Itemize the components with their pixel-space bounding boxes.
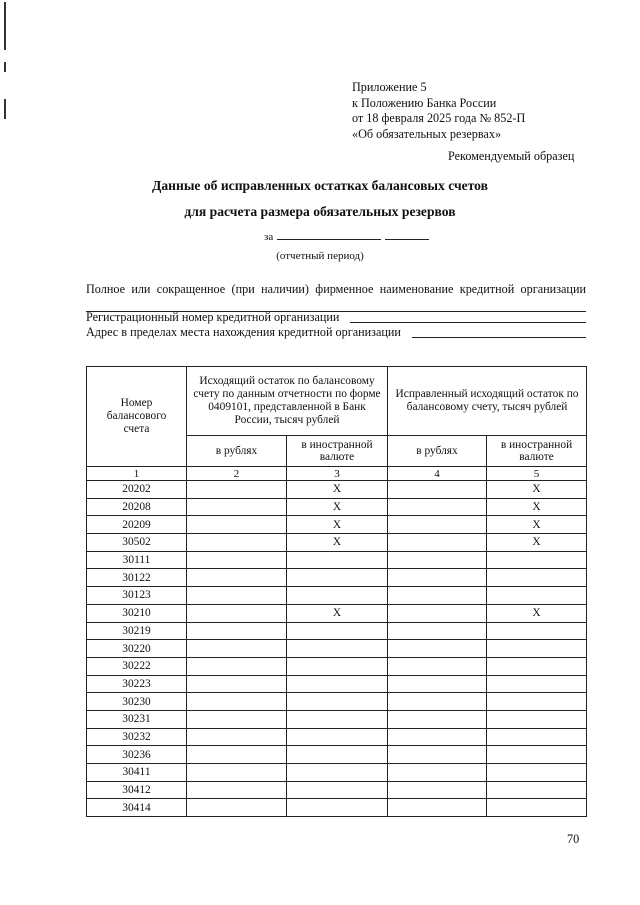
corrected-rub-cell <box>388 604 487 622</box>
account-cell: 30219 <box>87 622 187 640</box>
reported-rub-cell <box>187 746 287 764</box>
scan-edge-marks <box>0 0 12 905</box>
reported-rub-cell <box>187 728 287 746</box>
account-cell: 30222 <box>87 657 187 675</box>
account-cell: 30111 <box>87 551 187 569</box>
table-row <box>87 516 587 534</box>
balances-table <box>86 366 587 817</box>
appendix-block <box>352 80 525 142</box>
recommended-sample-label: Рекомендуемый образец <box>448 149 575 163</box>
reported-rub-cell <box>187 551 287 569</box>
reported-fx-cell <box>287 710 388 728</box>
reported-rub-cell <box>187 587 287 605</box>
corrected-rub-cell <box>388 569 487 587</box>
reported-fx-cell <box>287 781 388 799</box>
corrected-fx-cell <box>487 675 587 693</box>
reported-fx-cell <box>287 675 388 693</box>
appendix-line: «Об обязательных резервах» <box>352 126 502 141</box>
header-corrected-balance: Исправленный исходящий остаток по балансовому счету, тысяч рублей <box>388 367 587 436</box>
header-fx: в иностранной валюте <box>487 436 587 467</box>
reported-rub-cell <box>187 534 287 552</box>
table-row <box>87 640 587 658</box>
corrected-fx-cell <box>487 587 587 605</box>
corrected-rub-cell <box>388 675 487 693</box>
reported-rub-cell <box>187 710 287 728</box>
account-cell: 30230 <box>87 693 187 711</box>
corrected-fx-cell <box>487 551 587 569</box>
corrected-fx-cell <box>487 799 587 817</box>
reported-fx-cell: X <box>287 604 388 622</box>
header-reported-balance: Исходящий остаток по балансовому счету по данным отчетности по форме 0409101, представленной в Банк России, тысяч рублей <box>187 367 388 436</box>
account-cell: 30122 <box>87 569 187 587</box>
table-row <box>87 746 587 764</box>
table-row <box>87 710 587 728</box>
period-field <box>264 229 429 243</box>
appendix-line: Приложение 5 <box>352 80 427 94</box>
reported-rub-cell <box>187 481 287 499</box>
org-name-label: Полное или сокращенное (при наличии) фирменное наименование кредитной организации <box>86 282 586 296</box>
address-label: Адрес в пределах места нахождения кредитной организации <box>86 325 401 339</box>
account-cell: 30502 <box>87 534 187 552</box>
reported-fx-cell <box>287 693 388 711</box>
corrected-rub-cell <box>388 746 487 764</box>
corrected-rub-cell <box>388 516 487 534</box>
scan-mark <box>4 62 6 72</box>
scan-mark <box>4 2 6 50</box>
reported-rub-cell <box>187 604 287 622</box>
reported-rub-cell <box>187 640 287 658</box>
reported-rub-cell <box>187 569 287 587</box>
corrected-rub-cell <box>388 622 487 640</box>
reported-fx-cell <box>287 764 388 782</box>
header-fx: в иностранной валюте <box>287 436 388 467</box>
column-number: 2 <box>187 467 287 481</box>
reported-fx-cell <box>287 622 388 640</box>
scan-mark <box>4 99 6 119</box>
table-row <box>87 587 587 605</box>
corrected-fx-cell <box>487 622 587 640</box>
corrected-fx-cell <box>487 710 587 728</box>
document-subtitle: для расчета размера обязательных резервов <box>184 204 456 219</box>
reported-fx-cell <box>287 657 388 675</box>
account-cell: 30412 <box>87 781 187 799</box>
reported-rub-cell <box>187 781 287 799</box>
reported-fx-cell <box>287 551 388 569</box>
corrected-fx-cell: X <box>487 481 587 499</box>
reported-rub-cell <box>187 799 287 817</box>
account-cell: 20208 <box>87 498 187 516</box>
address-blank <box>412 337 586 338</box>
corrected-rub-cell <box>388 551 487 569</box>
account-cell: 30232 <box>87 728 187 746</box>
reported-rub-cell <box>187 657 287 675</box>
corrected-rub-cell <box>388 799 487 817</box>
reported-fx-cell <box>287 587 388 605</box>
corrected-rub-cell <box>388 693 487 711</box>
header-account-number: Номер балансового счета <box>87 367 187 467</box>
account-cell: 30220 <box>87 640 187 658</box>
table-row <box>87 675 587 693</box>
table-row <box>87 498 587 516</box>
column-number-row <box>87 467 587 481</box>
table-row <box>87 481 587 499</box>
reported-fx-cell: X <box>287 534 388 552</box>
corrected-fx-cell <box>487 657 587 675</box>
corrected-fx-cell <box>487 640 587 658</box>
corrected-rub-cell <box>388 640 487 658</box>
corrected-rub-cell <box>388 764 487 782</box>
corrected-rub-cell <box>388 481 487 499</box>
corrected-rub-cell <box>388 657 487 675</box>
reported-rub-cell <box>187 516 287 534</box>
account-cell: 20202 <box>87 481 187 499</box>
reported-fx-cell: X <box>287 516 388 534</box>
table-row <box>87 693 587 711</box>
account-cell: 30223 <box>87 675 187 693</box>
reported-fx-cell: X <box>287 498 388 516</box>
column-number: 5 <box>487 467 587 481</box>
corrected-fx-cell <box>487 781 587 799</box>
reg-number-label: Регистрационный номер кредитной организации <box>86 310 340 324</box>
header-rub: в рублях <box>187 436 287 467</box>
appendix-line: от 18 февраля 2025 года № 852-П <box>352 111 526 125</box>
reported-fx-cell <box>287 728 388 746</box>
table-body <box>87 481 587 817</box>
corrected-fx-cell: X <box>487 534 587 552</box>
account-cell: 20209 <box>87 516 187 534</box>
table-row <box>87 622 587 640</box>
corrected-fx-cell <box>487 728 587 746</box>
table-row <box>87 657 587 675</box>
corrected-fx-cell <box>487 569 587 587</box>
reported-rub-cell <box>187 693 287 711</box>
reg-number-blank <box>350 322 586 323</box>
table-row <box>87 534 587 552</box>
address-field <box>86 325 586 340</box>
corrected-rub-cell <box>388 781 487 799</box>
table-row <box>87 781 587 799</box>
table-row <box>87 799 587 817</box>
table-row <box>87 764 587 782</box>
period-caption: (отчетный период) <box>276 250 364 262</box>
corrected-rub-cell <box>388 728 487 746</box>
period-prefix: за <box>264 231 274 243</box>
period-blank <box>277 229 381 240</box>
corrected-rub-cell <box>388 587 487 605</box>
corrected-fx-cell <box>487 764 587 782</box>
account-cell: 30411 <box>87 764 187 782</box>
table-row <box>87 728 587 746</box>
table-row <box>87 604 587 622</box>
account-cell: 30123 <box>87 587 187 605</box>
corrected-fx-cell <box>487 746 587 764</box>
table-row <box>87 569 587 587</box>
account-cell: 30231 <box>87 710 187 728</box>
reported-fx-cell <box>287 746 388 764</box>
account-cell: 30414 <box>87 799 187 817</box>
page-number: 70 <box>567 832 580 846</box>
reg-number-field <box>86 310 586 325</box>
reported-fx-cell <box>287 569 388 587</box>
column-number: 3 <box>287 467 388 481</box>
header-rub: в рублях <box>388 436 487 467</box>
appendix-line: к Положению Банка России <box>352 95 497 110</box>
column-number: 4 <box>388 467 487 481</box>
account-cell: 30210 <box>87 604 187 622</box>
period-year-blank <box>385 229 429 240</box>
corrected-rub-cell <box>388 498 487 516</box>
reported-fx-cell <box>287 799 388 817</box>
corrected-fx-cell: X <box>487 516 587 534</box>
corrected-fx-cell: X <box>487 604 587 622</box>
reported-rub-cell <box>187 675 287 693</box>
reported-rub-cell <box>187 622 287 640</box>
reported-rub-cell <box>187 764 287 782</box>
document-title: Данные об исправленных остатках балансовых счетов <box>152 178 488 193</box>
reported-fx-cell <box>287 640 388 658</box>
corrected-fx-cell: X <box>487 498 587 516</box>
table-row <box>87 551 587 569</box>
corrected-rub-cell <box>388 534 487 552</box>
column-number: 1 <box>87 467 187 481</box>
corrected-fx-cell <box>487 693 587 711</box>
account-cell: 30236 <box>87 746 187 764</box>
corrected-rub-cell <box>388 710 487 728</box>
reported-rub-cell <box>187 498 287 516</box>
reported-fx-cell: X <box>287 481 388 499</box>
